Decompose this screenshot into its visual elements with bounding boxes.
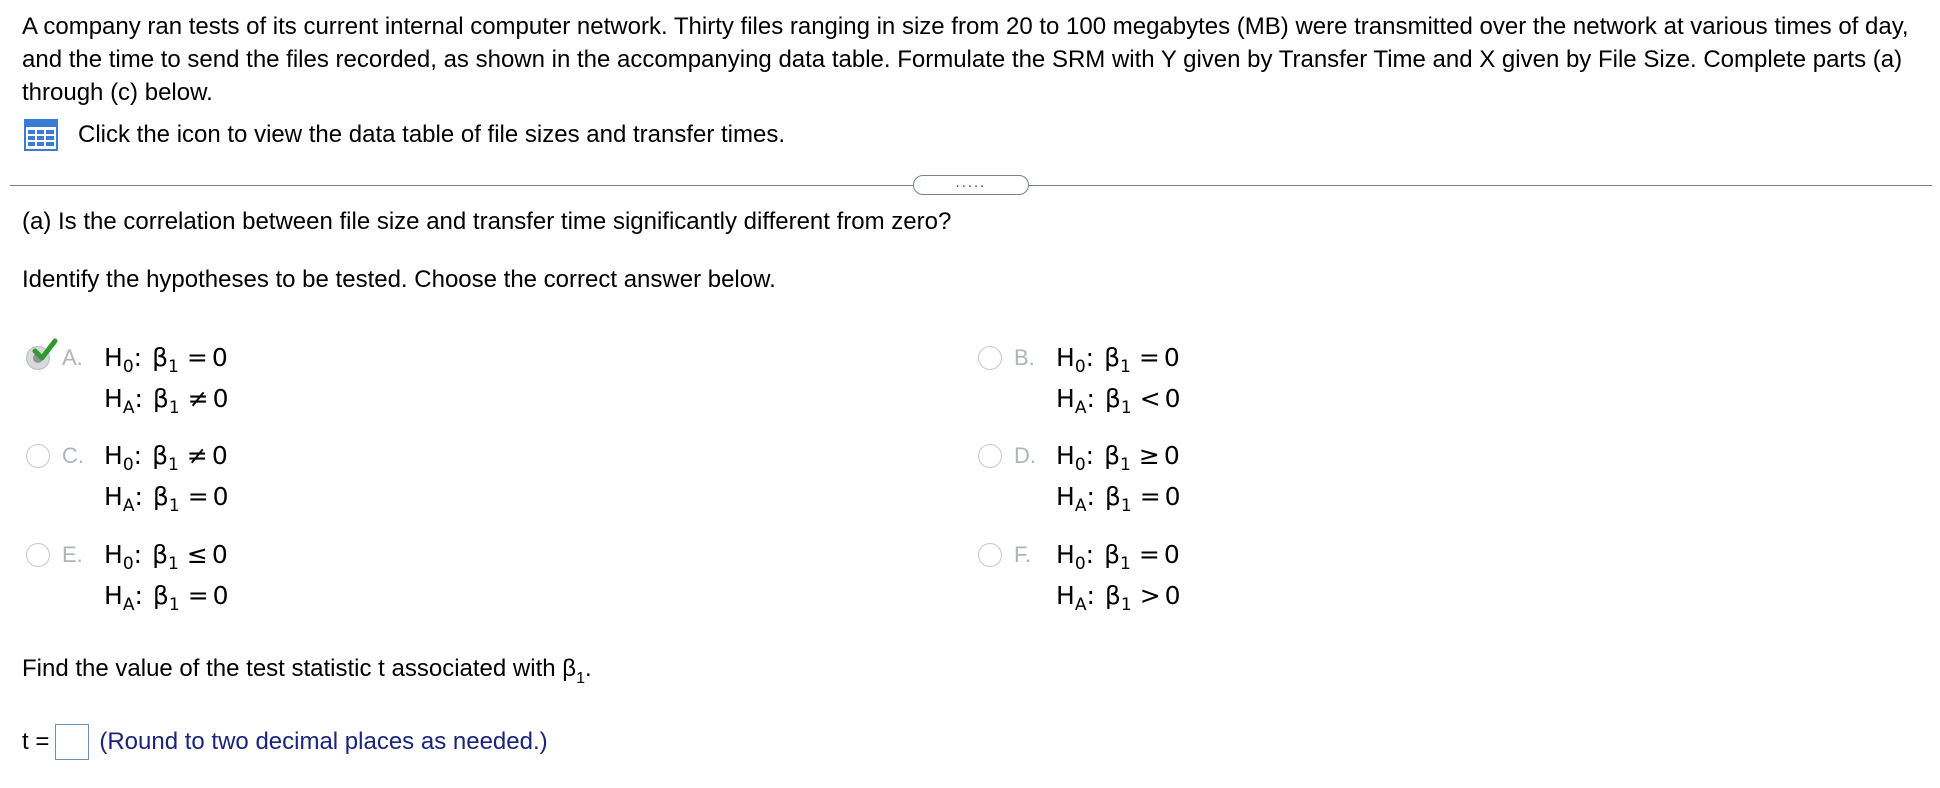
ha-value: 0 (1164, 384, 1181, 413)
ha-symbol: H (1056, 384, 1075, 413)
h0-relation: ≤ (186, 540, 208, 569)
h0-subscript: 0 (1074, 554, 1086, 574)
ha-relation: < (1139, 384, 1161, 413)
colon: : (133, 540, 143, 569)
alternative-hypothesis (104, 384, 229, 425)
colon: : (133, 441, 143, 470)
h0-symbol: H (104, 540, 123, 569)
ha-param-subscript: 1 (1120, 496, 1132, 516)
ha-param-subscript: 1 (168, 496, 180, 516)
data-table-link[interactable] (24, 118, 785, 152)
h0-relation: ≥ (1138, 441, 1160, 470)
radio-wrapper[interactable] (978, 441, 1002, 468)
ha-param-subscript: 1 (1120, 595, 1132, 615)
alternative-hypothesis (1056, 384, 1181, 425)
h0-subscript: 0 (1074, 455, 1086, 475)
ha-symbol: H (1056, 482, 1075, 511)
ha-subscript: A (1074, 595, 1087, 615)
ha-symbol: H (1056, 581, 1075, 610)
ha-param-subscript: 1 (168, 398, 180, 418)
option-d[interactable] (978, 441, 1181, 523)
option-b[interactable] (978, 343, 1181, 425)
ha-param-subscript: 1 (1120, 398, 1132, 418)
radio-button[interactable] (26, 543, 50, 567)
ha-subscript: A (1074, 398, 1087, 418)
hypotheses (104, 343, 229, 425)
null-hypothesis (1056, 343, 1181, 384)
ha-relation: = (1139, 482, 1161, 511)
h0-value: 0 (211, 343, 228, 372)
radio-button[interactable] (978, 444, 1002, 468)
ha-param: β (1104, 384, 1121, 413)
h0-relation: = (1138, 343, 1160, 372)
h0-value: 0 (211, 441, 228, 470)
ha-symbol: H (104, 581, 123, 610)
radio-wrapper[interactable] (978, 343, 1002, 370)
option-f[interactable] (978, 540, 1181, 622)
h0-param: β (152, 540, 169, 569)
table-icon[interactable] (24, 119, 58, 151)
ha-param: β (152, 581, 169, 610)
ha-subscript: A (122, 398, 135, 418)
alternative-hypothesis (1056, 581, 1181, 622)
hypotheses (1056, 441, 1181, 523)
option-letter: C. (62, 443, 84, 468)
h0-subscript: 0 (1074, 357, 1086, 377)
null-hypothesis (1056, 540, 1181, 581)
option-letter: F. (1014, 542, 1032, 567)
ha-subscript: A (1074, 496, 1087, 516)
ha-symbol: H (104, 384, 123, 413)
h0-relation: = (186, 343, 208, 372)
h0-relation: = (1138, 540, 1160, 569)
colon: : (134, 482, 143, 511)
ha-param-subscript: 1 (168, 595, 180, 615)
hypotheses (104, 441, 229, 523)
ha-relation: > (1139, 581, 1161, 610)
t-question-period: . (584, 655, 592, 682)
ha-subscript: A (122, 496, 135, 516)
radio-wrapper[interactable] (978, 540, 1002, 567)
h0-param-subscript: 1 (1120, 455, 1131, 475)
h0-param: β (1104, 441, 1121, 470)
ha-param: β (1104, 482, 1121, 511)
h0-param: β (152, 343, 169, 372)
colon: : (1085, 441, 1095, 470)
radio-button[interactable] (978, 543, 1002, 567)
ha-relation: = (187, 581, 209, 610)
h0-param-subscript: 1 (168, 357, 179, 377)
alternative-hypothesis (1056, 482, 1181, 523)
t-question-text: Find the value of the test statistic t associated with β (22, 655, 577, 682)
option-a[interactable] (26, 343, 229, 425)
null-hypothesis (104, 343, 229, 384)
radio-button[interactable] (978, 346, 1002, 370)
option-letter: E. (62, 542, 83, 567)
option-letter: A. (62, 345, 83, 370)
hypotheses-instruction: Identify the hypotheses to be tested. Choose the correct answer below. (22, 266, 776, 293)
checkmark-icon (32, 338, 58, 362)
h0-param-subscript: 1 (168, 455, 179, 475)
colon: : (134, 581, 143, 610)
h0-param: β (1104, 540, 1121, 569)
h0-symbol: H (104, 441, 123, 470)
t-statistic-question (22, 655, 592, 687)
h0-param: β (152, 441, 169, 470)
t-question-subscript: 1 (576, 670, 585, 687)
null-hypothesis (104, 540, 229, 581)
radio-wrapper[interactable] (26, 441, 50, 468)
colon: : (1085, 540, 1095, 569)
problem-statement: A company ran tests of its current internal computer network. Thirty files ranging in size from 20 to 100 megabytes (MB) were transmitted over the network at various times of day, and the time to send the files recorded, as shown in the accompanying data table. Formulate the SRM with Y given by Transfer Time and X given by File Size. Complete parts (a) through (c) below. (22, 13, 1909, 106)
hypotheses (104, 540, 229, 622)
ha-subscript: A (122, 595, 135, 615)
h0-symbol: H (1056, 540, 1075, 569)
part-a-question: (a) Is the correlation between file size and transfer time significantly different from zero? (22, 208, 952, 235)
ha-relation: = (187, 482, 209, 511)
option-e[interactable] (26, 540, 229, 622)
h0-param: β (1104, 343, 1121, 372)
ha-value: 0 (212, 384, 229, 413)
radio-wrapper[interactable] (26, 540, 50, 567)
h0-symbol: H (1056, 343, 1075, 372)
h0-subscript: 0 (122, 357, 134, 377)
colon: : (1086, 581, 1095, 610)
ha-value: 0 (1164, 482, 1181, 511)
h0-param-subscript: 1 (1120, 357, 1131, 377)
ha-param: β (152, 482, 169, 511)
h0-param-subscript: 1 (168, 554, 179, 574)
ha-relation: ≠ (187, 384, 209, 413)
h0-subscript: 0 (122, 455, 134, 475)
colon: : (1085, 343, 1095, 372)
option-letter: B. (1014, 345, 1035, 370)
t-label: t = (22, 728, 50, 755)
h0-value: 0 (1163, 540, 1180, 569)
h0-value: 0 (1163, 343, 1180, 372)
t-answer-row (22, 724, 548, 760)
h0-param-subscript: 1 (1120, 554, 1131, 574)
ha-value: 0 (212, 581, 229, 610)
h0-value: 0 (1163, 441, 1180, 470)
rounding-hint: (Round to two decimal places as needed.) (99, 728, 548, 755)
hypotheses (1056, 540, 1181, 622)
ha-param: β (1104, 581, 1121, 610)
h0-value: 0 (211, 540, 228, 569)
data-table-link-label[interactable]: Click the icon to view the data table of file sizes and transfer times. (78, 121, 786, 148)
ha-value: 0 (212, 482, 229, 511)
expand-button[interactable]: ..... (913, 175, 1029, 195)
ha-symbol: H (104, 482, 123, 511)
h0-subscript: 0 (122, 554, 134, 574)
colon: : (1086, 384, 1095, 413)
option-c[interactable] (26, 441, 229, 523)
colon: : (133, 343, 143, 372)
null-hypothesis (104, 441, 229, 482)
h0-symbol: H (104, 343, 123, 372)
radio-wrapper[interactable] (26, 343, 50, 370)
colon: : (1086, 482, 1095, 511)
alternative-hypothesis (104, 581, 229, 622)
h0-relation: ≠ (186, 441, 208, 470)
radio-button[interactable] (26, 444, 50, 468)
t-value-input[interactable] (55, 724, 89, 760)
option-letter: D. (1014, 443, 1036, 468)
ha-value: 0 (1164, 581, 1181, 610)
ha-param: β (152, 384, 169, 413)
alternative-hypothesis (104, 482, 229, 523)
null-hypothesis (1056, 441, 1181, 482)
colon: : (134, 384, 143, 413)
hypotheses (1056, 343, 1181, 425)
h0-symbol: H (1056, 441, 1075, 470)
